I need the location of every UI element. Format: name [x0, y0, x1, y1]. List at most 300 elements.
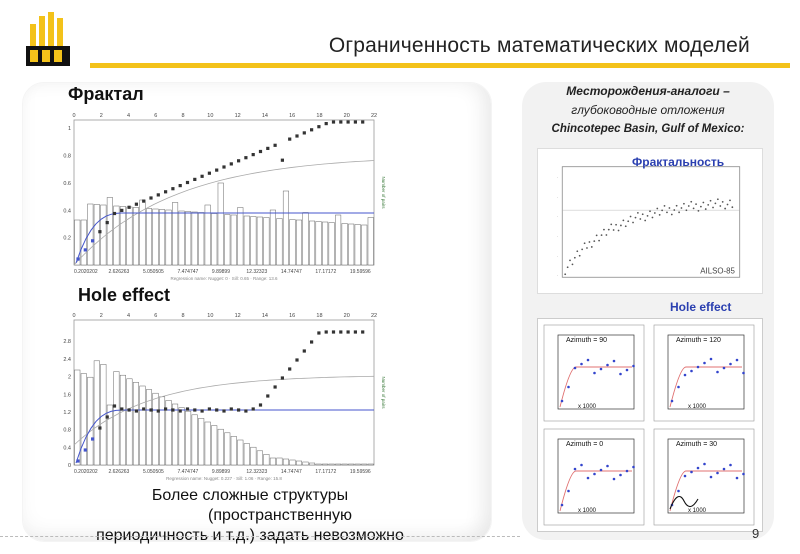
- histogram-bar: [361, 464, 367, 465]
- x-top-tick: 10: [207, 313, 214, 319]
- analogs-line-3: Chincotepec Basin, Gulf of Mexico:: [551, 123, 745, 135]
- x-bottom-tick: 2.626263: [108, 469, 130, 475]
- scatter-point: [698, 210, 700, 212]
- data-point: [113, 212, 116, 215]
- variogram-point: [632, 365, 635, 368]
- data-point: [91, 239, 94, 242]
- scatter-point: [622, 220, 624, 222]
- data-point: [259, 403, 262, 406]
- data-point: [186, 181, 189, 184]
- data-point: [84, 448, 87, 451]
- histogram-bar: [159, 210, 165, 266]
- data-point: [274, 385, 277, 388]
- data-point: [142, 200, 145, 203]
- variogram-point: [677, 386, 680, 389]
- scatter-point: [700, 206, 702, 208]
- histogram-bar: [192, 212, 198, 265]
- scatter-point: [564, 273, 566, 275]
- variogram-point: [690, 370, 693, 373]
- x-bottom-tick: 14.74747: [280, 269, 302, 275]
- caption-line-2: (пространственную: [208, 507, 352, 524]
- data-point: [106, 221, 109, 224]
- variogram-point: [742, 372, 745, 375]
- variogram-point: [626, 470, 629, 473]
- variogram-point: [580, 363, 583, 366]
- scatter-point: [678, 211, 680, 213]
- data-point: [274, 144, 277, 147]
- variogram-point: [710, 476, 713, 479]
- data-point: [332, 330, 335, 333]
- data-point: [157, 193, 160, 196]
- x-top-tick: 14: [261, 313, 268, 319]
- data-point: [230, 162, 233, 165]
- variogram-point: [736, 477, 739, 480]
- data-point: [266, 394, 269, 397]
- scatter-point: [639, 218, 641, 220]
- variogram-plot: [558, 335, 634, 409]
- scatter-point: [610, 223, 612, 225]
- scatter-point: [606, 234, 608, 236]
- x-top-tick: 18: [316, 113, 323, 119]
- scatter-point: [661, 209, 663, 211]
- data-point: [281, 376, 284, 379]
- histogram-bar: [244, 444, 250, 465]
- y-tick: ·: [556, 194, 559, 200]
- data-point: [222, 409, 225, 412]
- data-point: [347, 120, 350, 123]
- scatter-point: [695, 203, 697, 205]
- data-point: [252, 153, 255, 156]
- data-point: [179, 409, 182, 412]
- x-bottom-tick: 7.474747: [177, 469, 199, 475]
- variogram-point: [703, 362, 706, 365]
- histogram-bar: [303, 462, 309, 465]
- histogram-bar: [172, 203, 178, 266]
- histogram-bar: [231, 436, 237, 465]
- x-bottom-tick: 9.89899: [211, 269, 231, 275]
- variogram-point: [736, 359, 739, 362]
- data-point: [244, 156, 247, 159]
- data-point: [149, 408, 152, 411]
- data-point: [347, 330, 350, 333]
- analogs-line-2: глубоководные отложения: [571, 103, 725, 117]
- variogram-point: [574, 468, 577, 471]
- data-point: [98, 426, 101, 429]
- variogram-point: [600, 368, 603, 371]
- scatter-point: [649, 210, 651, 212]
- scatter-point: [567, 266, 569, 268]
- azimuth-variograms: [537, 318, 763, 532]
- caption: [40, 486, 460, 546]
- variogram-point: [593, 473, 596, 476]
- histogram-bar: [133, 382, 139, 465]
- histogram-bar: [355, 464, 361, 465]
- x-bottom-tick: 17.17172: [315, 469, 337, 475]
- data-point: [171, 187, 174, 190]
- data-point: [332, 120, 335, 123]
- histogram-bar: [198, 418, 204, 465]
- data-point: [171, 408, 174, 411]
- data-point: [361, 330, 364, 333]
- y-tick: 2.8: [63, 339, 71, 346]
- x-top-tick: 2: [99, 113, 103, 119]
- variogram-point: [742, 473, 745, 476]
- data-point: [193, 408, 196, 411]
- histogram-bar: [107, 405, 113, 465]
- variogram-point: [606, 465, 609, 468]
- scatter-point: [574, 257, 576, 259]
- right-axis-label: Number of pairs: [381, 376, 386, 409]
- scatter-point: [671, 214, 673, 216]
- scatter-point: [717, 198, 719, 200]
- x-top-tick: 22: [370, 313, 378, 319]
- x-top-tick: 2: [99, 313, 103, 319]
- scatter-point: [596, 235, 598, 237]
- x-top-tick: 8: [181, 313, 185, 319]
- x-top-tick: 0: [72, 313, 76, 319]
- histogram-bar: [322, 222, 328, 265]
- histogram-bar: [277, 458, 283, 465]
- histogram-bar: [185, 411, 191, 465]
- variogram-point: [697, 467, 700, 470]
- data-point: [295, 358, 298, 361]
- title-bar: [90, 30, 790, 68]
- scatter-point: [710, 200, 712, 202]
- histogram-bar: [225, 433, 231, 465]
- histogram-bar: [264, 454, 270, 465]
- variogram-point: [567, 490, 570, 493]
- data-point: [252, 407, 255, 410]
- x-bottom-tick: 17.17172: [315, 269, 337, 275]
- company-logo: [26, 10, 70, 66]
- x-top-tick: 10: [207, 113, 214, 119]
- variogram-point: [606, 364, 609, 367]
- hole-effect-label: Hole effect: [78, 285, 171, 305]
- page-number: 9: [752, 526, 760, 541]
- y-tick: 0.8: [63, 153, 71, 160]
- scatter-point: [608, 229, 610, 231]
- variogram-point: [587, 477, 590, 480]
- data-point: [295, 134, 298, 137]
- x-bottom-tick: 0.2020202: [74, 469, 98, 475]
- data-point: [288, 367, 291, 370]
- hole-effect-label-small: Hole effect: [670, 300, 732, 314]
- variogram-point: [677, 490, 680, 493]
- histogram-bar: [329, 464, 335, 465]
- scatter-point: [630, 216, 632, 218]
- histogram-bar: [211, 426, 217, 465]
- x-top-tick: 22: [370, 113, 378, 119]
- histogram-bar: [153, 393, 159, 465]
- histogram-bar: [303, 213, 309, 266]
- scatter-point: [637, 212, 639, 214]
- variogram-point: [690, 471, 693, 474]
- histogram-bar: [270, 458, 276, 465]
- x-top-tick: 14: [261, 113, 268, 119]
- data-point: [354, 330, 357, 333]
- histogram-bar: [75, 370, 81, 465]
- scatter-point: [693, 207, 695, 209]
- scatter-point: [603, 229, 605, 231]
- analogs-line-1: Месторождения-аналоги –: [566, 84, 730, 98]
- histogram-bar: [290, 220, 296, 266]
- data-point: [317, 125, 320, 128]
- data-point: [84, 248, 87, 251]
- data-point: [128, 408, 131, 411]
- variogram-point: [684, 374, 687, 377]
- histogram-bar: [166, 210, 172, 265]
- y-tick: ·: [556, 233, 559, 239]
- histogram-bar: [329, 223, 335, 266]
- x-top-tick: 6: [154, 113, 158, 119]
- scatter-point: [705, 208, 707, 210]
- variogram-chart-hole-effect: [60, 308, 390, 486]
- scatter-point: [727, 204, 729, 206]
- scatter-point: [659, 214, 661, 216]
- data-point: [339, 330, 342, 333]
- variogram-point: [703, 463, 706, 466]
- data-point: [193, 178, 196, 181]
- scatter-point: [707, 204, 709, 206]
- data-point: [339, 120, 342, 123]
- x-bottom-tick: 19.59596: [349, 469, 371, 475]
- histogram-bar: [94, 205, 100, 266]
- caption-line-3: периодичность и т.д.) задать невозможно: [96, 527, 404, 544]
- histogram-bar: [120, 375, 126, 465]
- histogram-bar: [205, 205, 211, 265]
- scatter-point: [613, 229, 615, 231]
- scatter-point: [576, 250, 578, 252]
- scatter-point: [642, 213, 644, 215]
- data-point: [288, 138, 291, 141]
- x-top-tick: 4: [127, 113, 131, 119]
- variogram-chart-fractal: [60, 108, 390, 288]
- variogram-title: Azimuth = 0: [566, 441, 604, 448]
- x-top-tick: 20: [343, 313, 350, 319]
- scatter-point: [601, 234, 603, 236]
- x-bottom-tick: 12.32323: [246, 269, 268, 275]
- scatter-point: [731, 206, 733, 208]
- scatter-point: [625, 225, 627, 227]
- scatter-point: [683, 203, 685, 205]
- data-point: [325, 122, 328, 125]
- histogram-bar: [238, 208, 244, 266]
- histogram-bar: [88, 377, 94, 465]
- variogram-point: [710, 358, 713, 361]
- scatter-point: [620, 225, 622, 227]
- scatter-point: [618, 230, 620, 232]
- variogram-plot: [668, 439, 744, 513]
- histogram-bar: [146, 209, 152, 266]
- plot-frame: [562, 167, 740, 277]
- scatter-point: [644, 220, 646, 222]
- x-bottom-tick: 5.050505: [142, 269, 164, 275]
- data-point: [164, 190, 167, 193]
- variogram-point: [587, 359, 590, 362]
- data-point: [303, 131, 306, 134]
- data-point: [317, 331, 320, 334]
- variogram-point: [671, 400, 674, 403]
- histogram-bar: [211, 214, 217, 266]
- y-tick: 0.4: [63, 445, 71, 452]
- histogram-bar: [264, 218, 270, 266]
- x-top-tick: 8: [181, 113, 185, 119]
- variogram-point: [697, 366, 700, 369]
- y-tick: 0.2: [63, 235, 71, 242]
- variogram-point: [600, 469, 603, 472]
- histogram-bar: [238, 440, 244, 465]
- variogram-point: [723, 468, 726, 471]
- x-bottom-tick: 5.050505: [142, 469, 164, 475]
- data-point: [361, 120, 364, 123]
- y-tick: 1: [67, 126, 71, 133]
- scatter-point: [584, 242, 586, 244]
- data-point: [208, 407, 211, 410]
- x-top-tick: 16: [289, 313, 296, 319]
- histogram-bar: [114, 372, 120, 465]
- histogram-bar: [296, 461, 302, 465]
- scatter-point: [569, 259, 571, 261]
- histogram-bar: [251, 217, 257, 266]
- data-point: [135, 409, 138, 412]
- data-point: [222, 165, 225, 168]
- histogram-bar: [322, 464, 328, 465]
- variogram-xlabel: x 1000: [688, 508, 707, 514]
- variogram-title: Azimuth = 30: [676, 441, 718, 448]
- data-point: [259, 150, 262, 153]
- data-point: [113, 404, 116, 407]
- y-tick: 0.6: [63, 180, 71, 187]
- data-point: [354, 120, 357, 123]
- data-point: [164, 407, 167, 410]
- histogram-bar: [283, 459, 289, 465]
- histogram-bar: [179, 408, 185, 465]
- histogram-bar: [94, 361, 100, 465]
- variogram-point: [619, 373, 622, 376]
- histogram-bar: [316, 222, 322, 266]
- data-point: [120, 209, 123, 212]
- scatter-point: [712, 207, 714, 209]
- data-point: [128, 206, 131, 209]
- scatter-point: [686, 209, 688, 211]
- scatter-point: [572, 264, 574, 266]
- scatter-point: [627, 220, 629, 222]
- variogram-point: [613, 360, 616, 363]
- scatter-point: [593, 240, 595, 242]
- histogram-bar: [218, 429, 224, 465]
- data-point: [157, 409, 160, 412]
- x-top-tick: 18: [316, 313, 323, 319]
- scatter-point: [688, 205, 690, 207]
- scatter-point: [586, 247, 588, 249]
- data-point: [303, 349, 306, 352]
- variogram-point: [632, 466, 635, 469]
- slide-title: Ограниченность математических моделей: [328, 34, 750, 57]
- data-point: [149, 196, 152, 199]
- variogram-point: [723, 367, 726, 370]
- x-top-tick: 0: [72, 113, 76, 119]
- inset-label: AILSO-85: [700, 266, 735, 276]
- caption-line-1: Более сложные структуры: [151, 487, 349, 504]
- variogram-point: [684, 475, 687, 478]
- histogram-bar: [185, 212, 191, 266]
- data-point: [310, 128, 313, 131]
- histogram-bar: [355, 225, 361, 266]
- data-point: [208, 172, 211, 175]
- data-point: [98, 230, 101, 233]
- y-tick: ·: [556, 273, 559, 279]
- analogs-heading: [530, 82, 766, 139]
- right-axis-label: Number of pairs: [381, 176, 386, 209]
- y-tick: 1.6: [63, 392, 71, 399]
- histogram-bar: [120, 207, 126, 266]
- x-bottom-tick: 19.59596: [349, 269, 371, 275]
- variogram-point: [593, 372, 596, 375]
- data-point: [237, 159, 240, 162]
- variogram-point: [729, 464, 732, 467]
- scatter-point: [702, 202, 704, 204]
- fractal-label-small: Фрактальность: [632, 155, 725, 169]
- histogram-bar: [316, 464, 322, 465]
- x-top-tick: 16: [289, 113, 296, 119]
- scatter-point: [719, 205, 721, 207]
- x-top-tick: 4: [127, 313, 131, 319]
- histogram-bar: [361, 225, 367, 265]
- y-tick: ·: [556, 174, 559, 180]
- variogram-point: [561, 504, 564, 507]
- histogram-bar: [127, 207, 133, 265]
- variogram-point: [716, 472, 719, 475]
- data-point: [142, 407, 145, 410]
- variogram-point: [574, 367, 577, 370]
- histogram-bar: [153, 209, 159, 265]
- scatter-point: [632, 222, 634, 224]
- fractal-label: Фрактал: [68, 84, 144, 104]
- histogram-bar: [133, 208, 139, 266]
- scatter-point: [652, 217, 654, 219]
- histogram-bar: [290, 460, 296, 465]
- histogram-bar: [231, 215, 237, 265]
- histogram-bar: [270, 210, 276, 265]
- variogram-xlabel: x 1000: [578, 404, 597, 410]
- x-top-tick: 20: [343, 113, 350, 119]
- histogram-bar: [277, 219, 283, 266]
- variogram-point: [580, 464, 583, 467]
- scatter-point: [715, 202, 717, 204]
- data-point: [237, 408, 240, 411]
- scatter-point: [654, 212, 656, 214]
- histogram-bar: [283, 191, 289, 265]
- histogram-bar: [309, 463, 315, 465]
- x-bottom-tick: 14.74747: [280, 469, 302, 475]
- data-point: [281, 159, 284, 162]
- y-tick: 2: [67, 374, 71, 381]
- variogram-title: Azimuth = 90: [566, 337, 608, 344]
- scatter-point: [669, 207, 671, 209]
- variogram-plot: [558, 439, 634, 513]
- chart-footer: Regression name: Nugget: 0.227 · Sill: 1.06 · Range: 15.8: [166, 476, 282, 481]
- scatter-point: [656, 208, 658, 210]
- histogram-bar: [159, 397, 165, 465]
- variogram-xlabel: x 1000: [578, 508, 597, 514]
- scatter-point: [722, 201, 724, 203]
- x-top-tick: 12: [234, 113, 241, 119]
- histogram-bar: [309, 221, 315, 265]
- histogram-bar: [368, 464, 374, 465]
- y-tick: 0.4: [63, 208, 71, 215]
- scatter-point: [598, 240, 600, 242]
- data-point: [179, 184, 182, 187]
